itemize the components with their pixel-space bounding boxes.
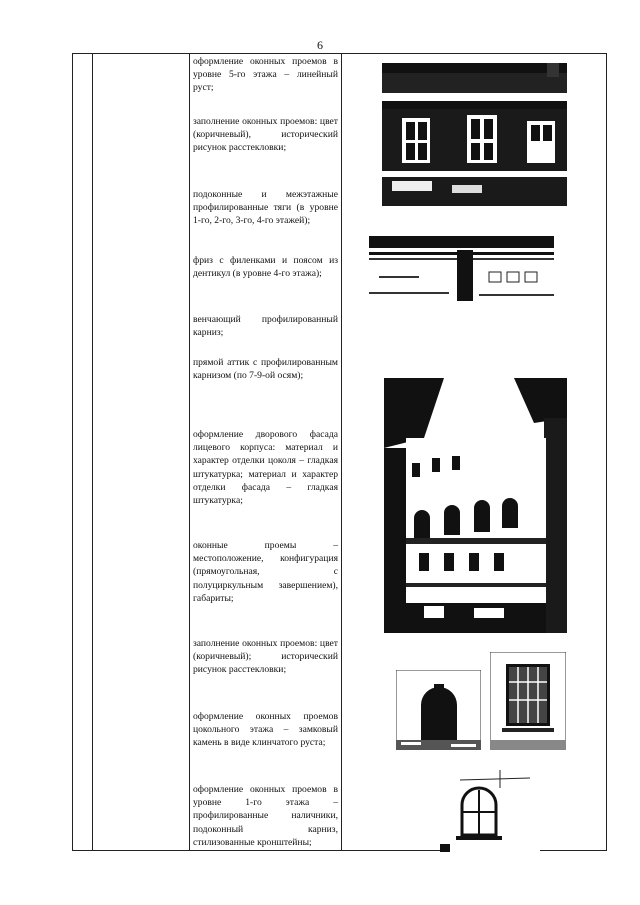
description-item: прямой аттик с профилированным карнизом (по 7-9-ой осям); bbox=[193, 357, 338, 382]
description-item: оформление дворового фасада лицевого корпуса: материал и характер отделки цоколя – гладкая штукатурка; материал и характер отделки фасада – гладкая штукатурка; bbox=[193, 429, 338, 507]
description-item: оформление оконных проемов в уровне 5-го этажа – линейный руст; bbox=[193, 56, 338, 94]
description-item: оформление оконных проемов цокольного этажа – замковый камень в виде клинчатого руста; bbox=[193, 711, 338, 749]
column-divider-2 bbox=[189, 54, 190, 850]
description-item: фриз с филенками и поясом из дентикул (в уровне 4-го этажа); bbox=[193, 255, 338, 280]
photo-basement-window bbox=[396, 670, 481, 750]
description-item: венчающий профилированный карниз; bbox=[193, 314, 338, 339]
description-item: заполнение оконных проемов: цвет (коричневый); исторический рисунок расстекловки; bbox=[193, 638, 338, 676]
photo-window-grille bbox=[490, 652, 566, 750]
description-item: подоконные и межэтажные профилированные тяги (в уровне 1-го, 2-го, 3-го, 4-го этажей); bbox=[193, 189, 338, 227]
photo-frieze-cornice bbox=[369, 236, 554, 301]
description-item: оконные проемы – местоположение, конфигурация (прямоугольная, с полуциркульным завершением), габариты; bbox=[193, 540, 338, 604]
photo-courtyard-facade bbox=[384, 378, 567, 633]
column-divider-1 bbox=[92, 54, 93, 850]
photo-facade-upper bbox=[382, 63, 567, 206]
page-number: 6 bbox=[317, 38, 323, 52]
description-item: оформление оконных проемов в уровне 1-го этажа – профилированные наличники, подоконный карниз, стилизованные кронштейны; bbox=[193, 784, 338, 848]
photo-first-floor-window bbox=[440, 770, 540, 852]
description-item: заполнение оконных проемов: цвет (коричневый), исторический рисунок расстекловки; bbox=[193, 116, 338, 154]
column-divider-3 bbox=[341, 54, 342, 850]
